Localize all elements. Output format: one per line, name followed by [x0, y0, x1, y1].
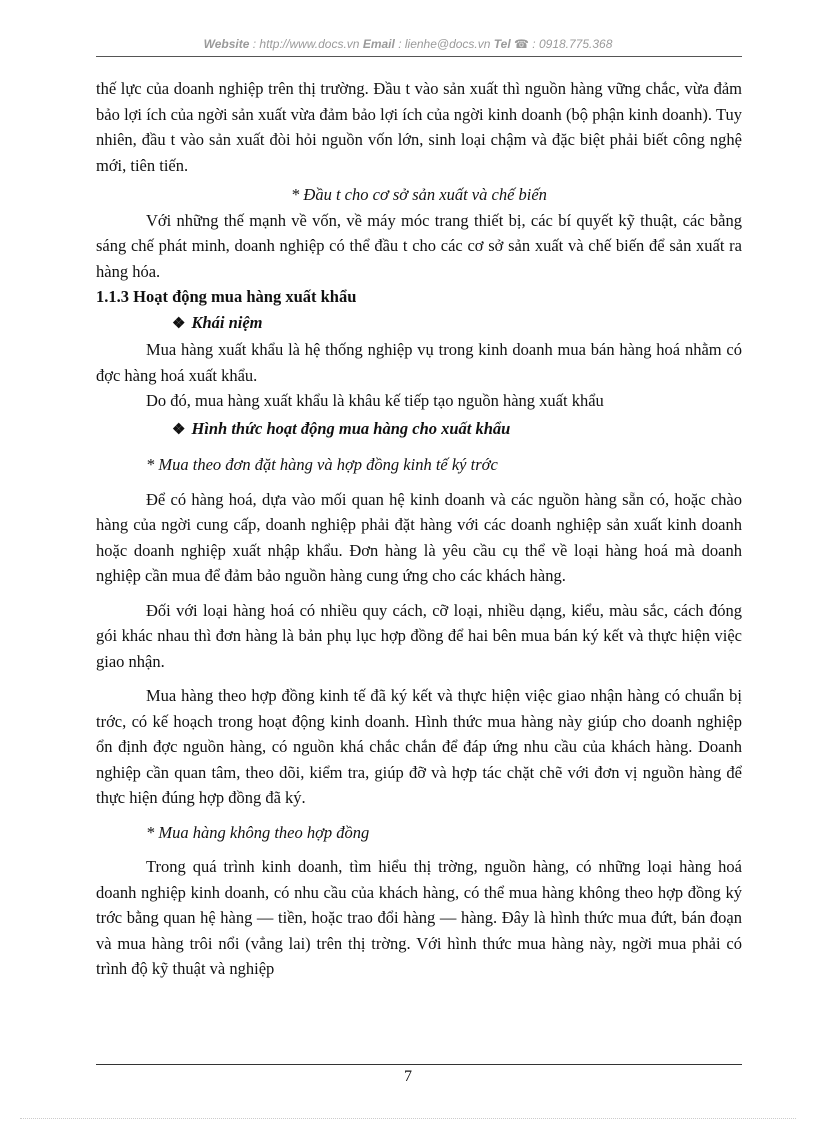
- bullet-forms: [96, 416, 742, 444]
- email-value: : lienhe@docs.vn: [398, 37, 491, 51]
- subheading-order-contract: * Mua theo đơn đặt hàng và hợp đồng kinh tế ký trớc: [146, 455, 498, 474]
- tel-label: Tel: [493, 37, 511, 51]
- page-header: [0, 37, 816, 51]
- paragraph-8: Trong quá trình kinh doanh, tìm hiểu thị trờng, nguồn hàng, có những loại hàng hoá doanh nghiệp kinh doanh, có nhu cầu của khách hàng, có thể mua hàng không theo hợp đồng ký trớc bằng quan hệ hàng — tiền, hoặc trao đổi hàng — hàng. Đây là hình thức mua đứt, bán đoạn và mua hàng trôi nổi (vẳng lai) trên thị trờng. Với hình thức mua hàng này, ngời mua phải có trình độ kỹ thuật và nghiệp: [96, 857, 742, 978]
- tel-value: ☎ : 0918.775.368: [514, 37, 613, 51]
- header-divider: [96, 56, 742, 57]
- paragraph-6: Đối với loại hàng hoá có nhiều quy cách, cỡ loại, nhiều dạng, kiểu, màu sắc, cách đóng gói khác nhau thì đơn hàng là bản phụ lục hợp đồng để hai bên mua bán ký kết và thực hiện việc giao nhận.: [96, 600, 742, 671]
- website-label: Website: [203, 37, 250, 51]
- section-heading: 1.1.3 Hoạt động mua hàng xuất khẩu: [96, 287, 357, 306]
- paragraph-7: Mua hàng theo hợp đồng kinh tế đã ký kết và thực hiện việc giao nhận hàng có chuẩn bị trớc, có kế hoạch trong hoạt động kinh doanh. Hình thức mua hàng này giúp cho doanh nghiệp ổn định đợc nguồn hàng, có nguồn khá chắc chắn để đáp ứng nhu cầu của khách hàng. Doanh nghiệp cần quan tâm, theo dõi, kiểm tra, giúp đỡ và hợp tác chặt chẽ với đơn vị nguồn hàng để thực hiện đúng hợp đồng đã ký.: [96, 686, 742, 807]
- page-body: [96, 76, 742, 982]
- paragraph-4: Do đó, mua hàng xuất khẩu là khâu kế tiếp tạo nguồn hàng xuất khẩu: [146, 391, 604, 410]
- paragraph-3: Mua hàng xuất khẩu là hệ thống nghiệp vụ trong kinh doanh mua bán hàng hoá nhằm có đợc hàng hoá xuất khẩu.: [96, 340, 742, 385]
- paragraph-1: thế lực của doanh nghiệp trên thị trường. Đầu t vào sản xuất thì nguồn hàng vững chắc, vừa đảm bảo lợi ích của ngời sản xuất vừa đảm bảo lợi ích của ngời kinh doanh (bộ phận kinh doanh). Tuy nhiên, đầu t vào sản xuất đòi hỏi nguồn vốn lớn, sinh loại chậm và đặc biệt phải biết công nghệ mới, tiên tiến.: [96, 79, 742, 175]
- bullet-concept-label: Khái niệm: [191, 312, 263, 332]
- page-edge-dotted-line: [20, 1118, 796, 1119]
- subheading-no-contract: * Mua hàng không theo hợp đồng: [146, 822, 370, 842]
- bullet-concept: [96, 310, 742, 338]
- bullet-forms-label: Hình thức hoạt động mua hàng cho xuất khẩu: [191, 418, 511, 438]
- page-number: 7: [404, 1068, 412, 1085]
- email-label: Email: [362, 37, 395, 51]
- diamond-bullet-icon: ❖: [172, 421, 186, 438]
- paragraph-2: Với những thế mạnh về vốn, về máy móc trang thiết bị, các bí quyết kỹ thuật, các bằng sáng chế phát minh, doanh nghiệp có thể đầu t cho các cơ sở sản xuất và chế biến để sản xuất ra hàng hóa.: [96, 210, 742, 281]
- website-value: : http://www.docs.vn: [252, 37, 360, 51]
- subheading-investment: * Đầu t cho cơ sở sản xuất và chế biến: [291, 185, 547, 204]
- footer-divider: [96, 1064, 742, 1065]
- paragraph-5: Để có hàng hoá, dựa vào mối quan hệ kinh doanh và các nguồn hàng sẵn có, hoặc chào hàng của ngời cung cấp, doanh nghiệp phải đặt hàng với các doanh nghiệp sản xuất kinh doanh hoặc doanh nghiệp xuất nhập khẩu. Đơn hàng là yêu cầu cụ thể về loại hàng hoá mà doanh nghiệp cần mua để đảm bảo nguồn hàng cung ứng cho các khách hàng.: [96, 489, 742, 585]
- diamond-bullet-icon: ❖: [172, 315, 186, 332]
